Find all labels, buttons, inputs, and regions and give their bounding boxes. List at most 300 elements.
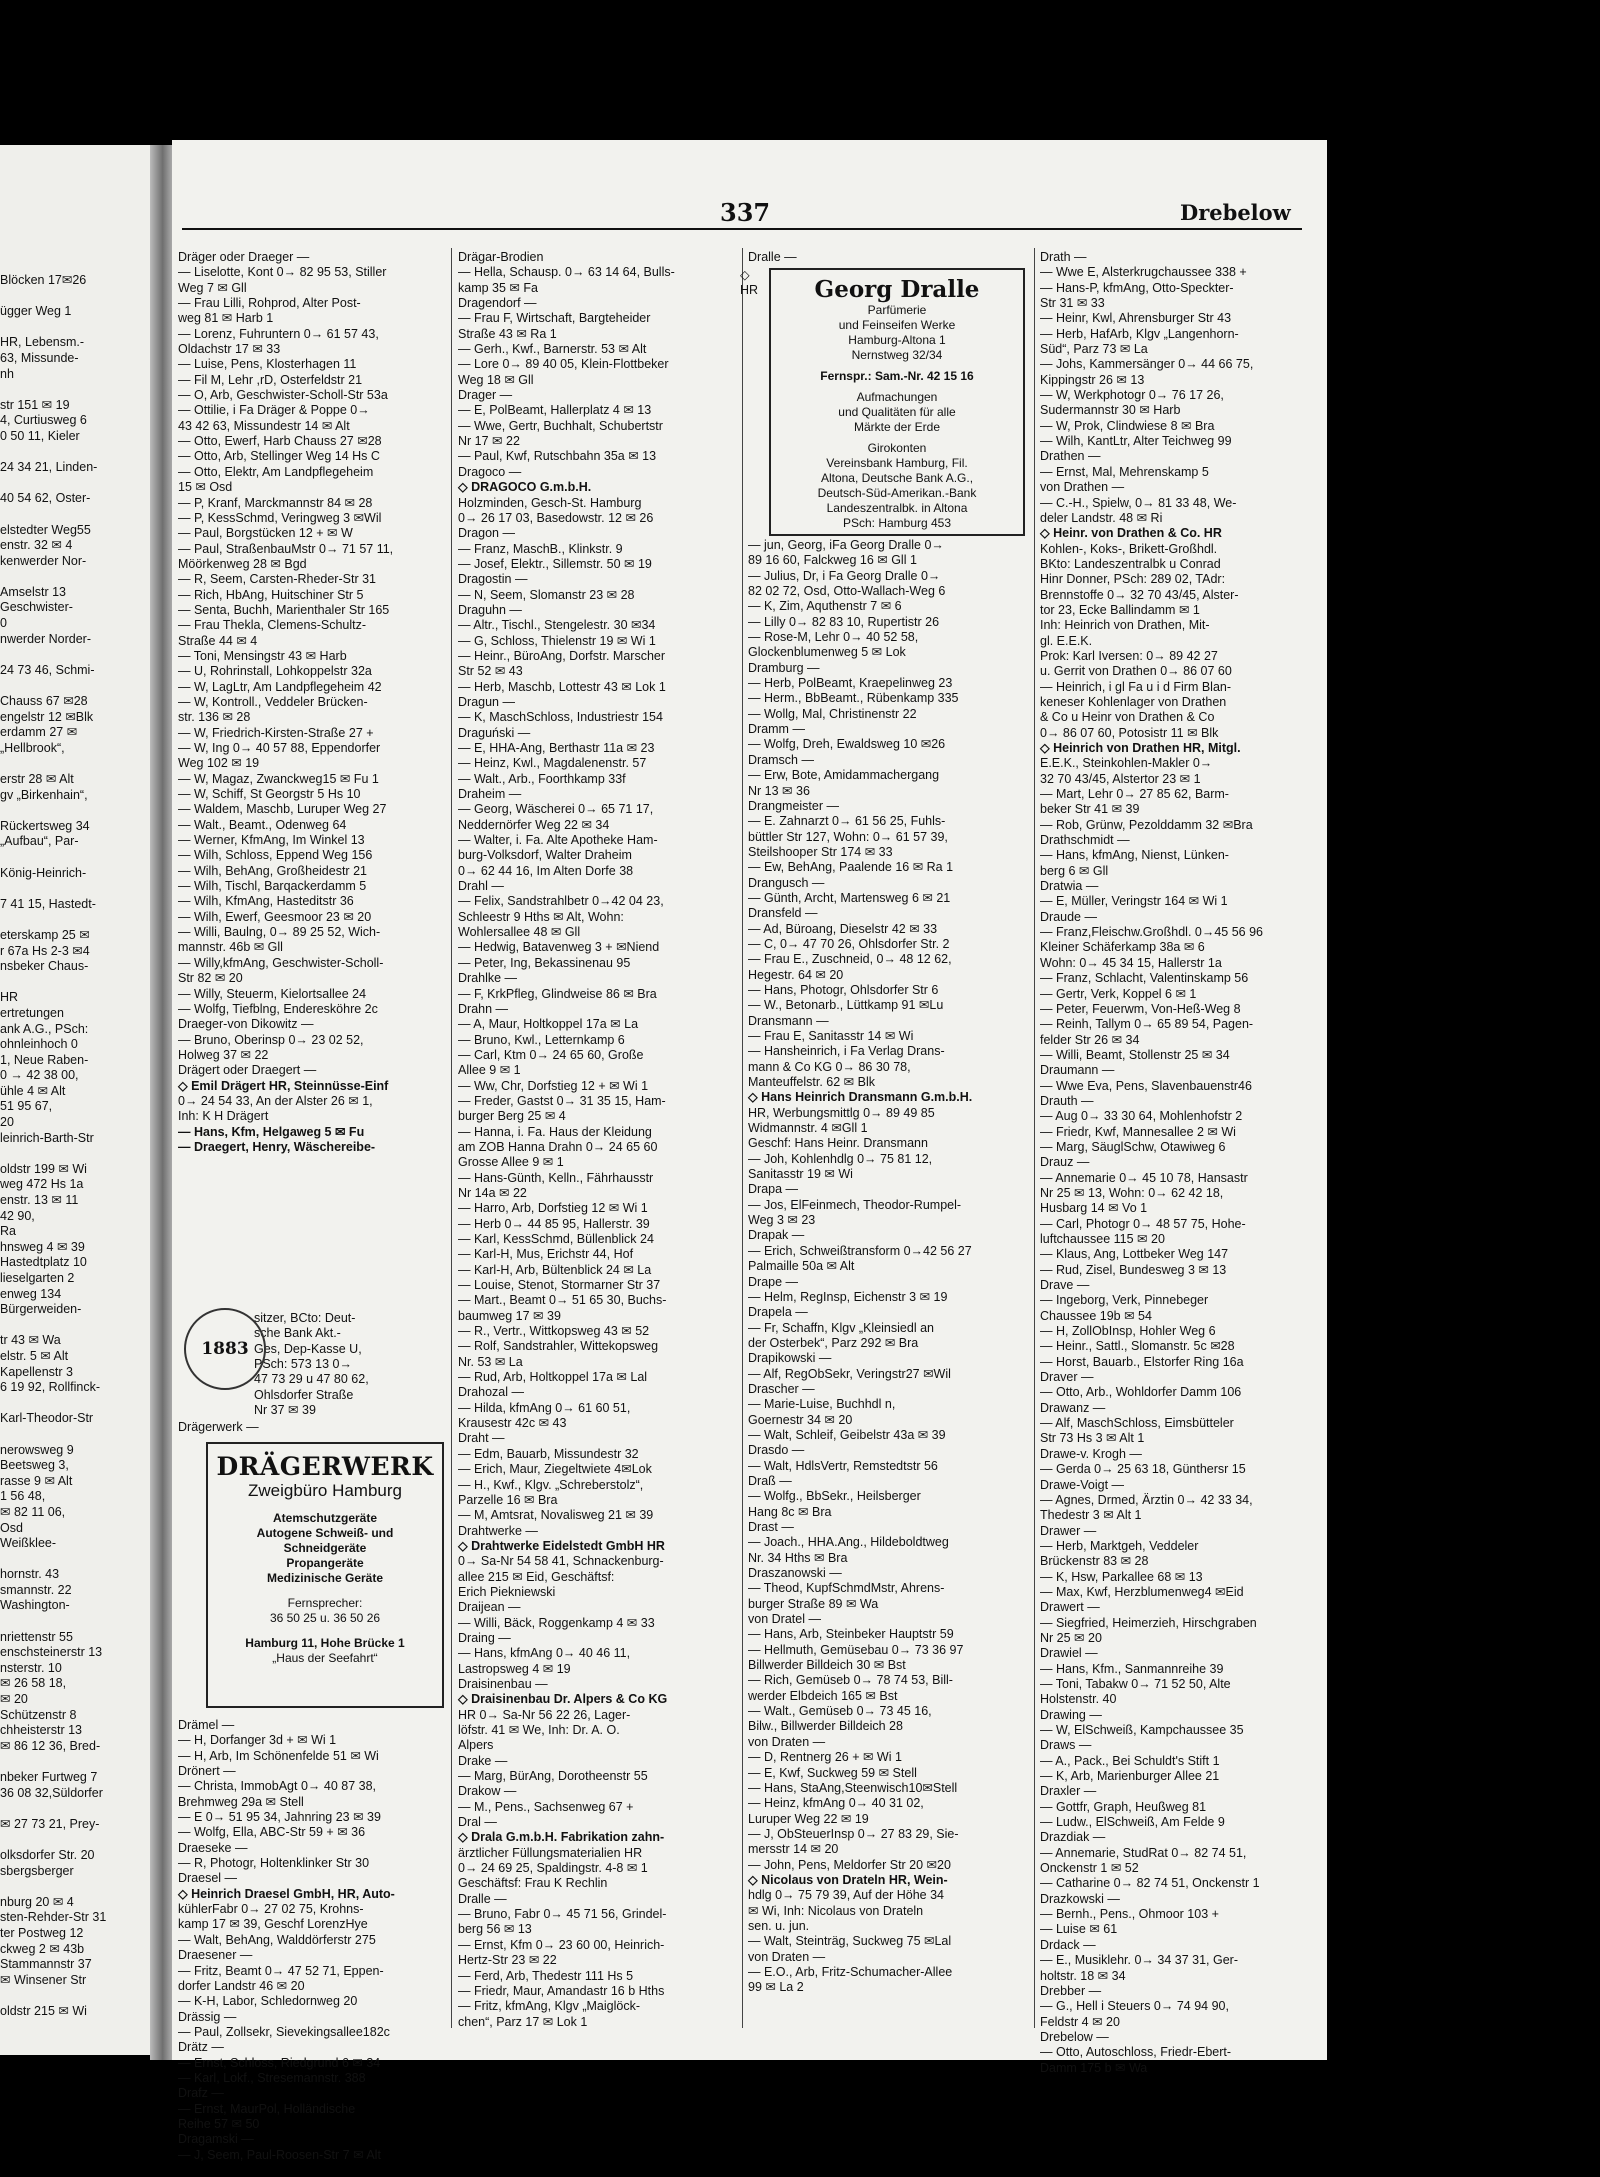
directory-entry-line: — W, Magaz, Zwanckweg15 ✉ Fu 1 (178, 771, 379, 786)
directory-entry-line: — Hans, kfmAng, Nienst, Lünken- (1040, 848, 1229, 863)
prev-page-line (0, 445, 162, 461)
directory-entry-line: — Bernh., Pens., Ohmoor 103 + (1040, 1907, 1219, 1922)
directory-entry-line: deler Landstr. 48 ✉ Ri (1040, 510, 1163, 525)
directory-entry-line: — Theod, KupfSchmdMstr, Ahrens- (748, 1581, 945, 1596)
directory-entry-line: — Hanna, i. Fa. Haus der Kleidung (458, 1124, 652, 1139)
directory-entry-line: Inh: K H Drägert (178, 1109, 269, 1124)
prev-page-line (0, 1832, 162, 1848)
prev-page-line: sbergsberger (0, 1863, 74, 1878)
directory-entry-line: — C, 0→ 47 70 26, Ohlsdorfer Str. 2 (748, 936, 950, 951)
directory-entry-line: — Frau Lilli, Rohprod, Alter Post- (178, 296, 361, 311)
directory-entry-line: Drathen — (1040, 449, 1101, 464)
directory-entry-line: Draesener — (178, 1948, 253, 1963)
directory-entry-line: ◇ Drahtwerke Eidelstedt GmbH HR (458, 1538, 665, 1553)
directory-entry-line: — Fr, Schaffn, Klgv „Kleinsiedl an (748, 1320, 934, 1335)
directory-entry-line: Alpers (458, 1738, 494, 1753)
directory-entry-line: — G., Hell i Steuers 0→ 74 94 90, (1040, 1999, 1229, 2014)
directory-entry-line: Nr 13 ✉ 36 (748, 783, 810, 798)
directory-entry-line: 0→ 62 44 16, Im Alten Dorfe 38 (458, 863, 634, 878)
column-1-top (178, 250, 444, 1310)
directory-entry-line: Ohlsdorfer Straße (254, 1387, 354, 1402)
directory-entry-line: Kippingstr 26 ✉ 13 (1040, 372, 1145, 387)
directory-entry-line: Drake — (458, 1753, 508, 1768)
prev-page-line: 6 19 92, Rollfinck- (0, 1380, 101, 1395)
directory-entry-line: Drätz — (178, 2040, 224, 2055)
directory-entry-line: mersstr 14 ✉ 20 (748, 1842, 839, 1857)
directory-entry-line: Dransmann — (748, 1013, 829, 1028)
directory-entry-line: — Waldem, Maschb, Luruper Weg 27 (178, 802, 387, 817)
page-header (172, 198, 1291, 240)
directory-entry-line: Drangmeister — (748, 798, 839, 813)
directory-entry-line: — Wolfg, Ella, ABC-Str 59 + ✉ 36 (178, 1825, 366, 1840)
directory-entry-line: — Joh, Kohlenhdlg 0→ 75 81 12, (748, 1151, 933, 1166)
prev-page-line (0, 678, 162, 694)
directory-entry-line: werder Elbdeich 165 ✉ Bst (748, 1688, 898, 1703)
directory-entry-line: Draxler — (1040, 1784, 1097, 1799)
directory-entry-line: Draws — (1040, 1738, 1092, 1753)
directory-entry-line: PSch: 573 13 0→ (254, 1357, 352, 1372)
prev-page-line: ✉ 86 12 36, Bred- (0, 1738, 101, 1753)
directory-entry-line: Draguhn — (458, 602, 522, 617)
directory-entry-line: — Gerh., Kwf., Barnerstr. 53 ✉ Alt (458, 342, 647, 357)
prev-page-line: ✉ Winsener Str (0, 1972, 87, 1987)
prev-page-line: nerowsweg 9 (0, 1442, 74, 1457)
directory-entry-line: Drahl — (458, 879, 504, 894)
prev-page-line: 7 41 15, Hastedt- (0, 896, 96, 911)
directory-entry-line: am ZOB Hanna Drahn 0→ 24 65 60 (458, 1139, 658, 1154)
directory-entry-line: — Frau E., Zuschneid, 0→ 48 12 62, (748, 952, 952, 967)
directory-entry-line: — Bruno, Oberinsp 0→ 23 02 52, (178, 1032, 364, 1047)
directory-page (172, 140, 1327, 2162)
directory-entry-line: Dransfeld — (748, 906, 818, 921)
directory-entry-line: Widmannstr. 4 ✉Gll 1 (748, 1121, 868, 1136)
prev-page-line: nbeker Furtweg 7 (0, 1770, 98, 1784)
prev-page-line: ühle 4 ✉ Alt (0, 1083, 66, 1098)
directory-entry-line: — Wolfg, Dreh, Ewaldsweg 10 ✉26 (748, 737, 946, 752)
dralle-ad-side-mark (740, 268, 770, 308)
directory-entry-line: — Bruno, Kwl., Letternkamp 6 (458, 1032, 625, 1047)
directory-entry-line: — Louise, Stenot, Stormarner Str 37 (458, 1278, 661, 1293)
directory-entry-line: — Günth, Archt, Martensweg 6 ✉ 21 (748, 890, 951, 905)
directory-entry-line: — F, KrkPfleg, Glindweise 86 ✉ Bra (458, 986, 657, 1001)
directory-entry-line: der Osterbek“, Parz 292 ✉ Bra (748, 1335, 919, 1350)
prev-page-line: enschsteinerstr 13 (0, 1645, 103, 1660)
directory-entry-line: — Wilh, Tischl, Barqackerdamm 5 (178, 879, 367, 894)
directory-entry-line: — C.-H., Spielw, 0→ 81 33 48, We- (1040, 495, 1237, 510)
directory-entry-line: Hang 8c ✉ Bra (748, 1504, 832, 1519)
directory-entry-line: — Hans, StaAng,Steenwisch10✉Stell (748, 1780, 958, 1795)
directory-entry-line: — W, LagLtr, Am Landpflegeheim 42 (178, 679, 382, 694)
prev-page-line: enweg 134 (0, 1286, 62, 1301)
directory-entry-line: Sanitasstr 19 ✉ Wi (748, 1167, 853, 1182)
prev-page-line: ügger Weg 1 (0, 304, 72, 319)
directory-entry-line: — Hansheinrich, i Fa Verlag Drans- (748, 1044, 945, 1059)
directory-entry-line: — Annemarie, StudRat 0→ 82 74 51, (1040, 1845, 1247, 1860)
directory-entry-line: 89 16 60, Falckweg 16 ✉ Gll 1 (748, 553, 917, 568)
directory-entry-line: Drebber — (1040, 1983, 1102, 1998)
directory-entry-line: — O, Arb, Geschwister-Scholl-Str 53a (178, 388, 388, 403)
seal-year: 1883 (201, 1339, 249, 1359)
prev-page-line: rasse 9 ✉ Alt (0, 1473, 73, 1488)
ad-line: PSch: Hamburg 453 (842, 516, 952, 530)
directory-entry-line: Drahtwerke — (458, 1523, 538, 1538)
prev-page-line: ohnleinhoch 0 (0, 1037, 78, 1052)
page-number: 337 (720, 198, 771, 227)
directory-entry-line: — Willi, Beamt, Stollenstr 25 ✉ 34 (1040, 1047, 1230, 1062)
directory-entry-line: — K, Zim, Aquthenstr 7 ✉ 6 (748, 599, 902, 614)
column-divider-1 (451, 248, 452, 2028)
prev-page-line: sten-Rehder-Str 31 (0, 1910, 107, 1925)
directory-entry-line: — Karl, Lokf., Stresemannstr. 388 (178, 2070, 366, 2085)
directory-entry-line: tor 23, Ecke Ballindamm ✉ 1 (1040, 602, 1200, 617)
prev-page-line: HR (0, 990, 19, 1005)
directory-entry-line: — Rich, Gemüseb 0→ 78 74 53, Bill- (748, 1673, 953, 1688)
georg-dralle-advertisement (769, 268, 1025, 536)
directory-entry-line: Chaussee 19b ✉ 54 (1040, 1308, 1152, 1323)
directory-entry-line: Luruper Weg 22 ✉ 19 (748, 1811, 869, 1826)
directory-entry-line: beker Str 41 ✉ 39 (1040, 802, 1140, 817)
directory-entry-line: — Walt., Beamt., Odenweg 64 (178, 817, 347, 832)
prev-page-line (0, 1879, 162, 1895)
directory-entry-line: — W, Friedrich-Kirsten-Straße 27 + (178, 725, 374, 740)
prev-page-line: nsbeker Chaus- (0, 959, 89, 974)
directory-entry-line: — Horst, Bauarb., Elstorfer Ring 16a (1040, 1354, 1244, 1369)
directory-entry-line: Drässig — (178, 2009, 237, 2024)
directory-entry-line: Manteuffelstr. 62 ✉ Blk (748, 1075, 875, 1090)
directory-entry-line: Drawe-Voigt — (1040, 1477, 1125, 1492)
directory-entry-line: — Willy, Steuerm, Kielortsallee 24 (178, 986, 367, 1001)
directory-entry-line: 99 ✉ La 2 (748, 1980, 804, 1995)
prev-page-line: hornstr. 43 (0, 1567, 60, 1582)
ad-dralle-phone: Fernspr.: Sam.-Nr. 42 15 16 (820, 369, 974, 383)
prev-page-line (0, 912, 162, 928)
directory-entry-line: mann & Co KG 0→ 86 30 78, (748, 1059, 911, 1074)
ad-line: Aufmachungen (856, 390, 938, 404)
prev-page-line: ter Postweg 12 (0, 1925, 84, 1940)
directory-entry-line: — Otto, Ewerf, Harb Chauss 27 ✉28 (178, 434, 382, 449)
directory-entry-line: — Frau Thekla, Clemens-Schultz- (178, 618, 367, 633)
directory-entry-line: — Willi, Baulng, 0→ 89 25 52, Wich- (178, 925, 381, 940)
directory-entry-line: Hegestr. 64 ✉ 20 (748, 967, 844, 982)
directory-entry-line: — Ingeborg, Verk, Pinnebeger (1040, 1293, 1209, 1308)
directory-entry-line: — Gerda 0→ 25 63 18, Günthersr 15 (1040, 1462, 1246, 1477)
directory-entry-line: ◇ Draisinenbau Dr. Alpers & Co KG (458, 1692, 668, 1707)
directory-entry-line: — Wwe E, Alsterkrugchaussee 338 + (1040, 265, 1247, 280)
directory-entry-line: holtstr. 18 ✉ 34 (1040, 1968, 1126, 1983)
directory-entry-line: Drahlke — (458, 971, 518, 986)
directory-entry-line: — Walt., Arb., Foorthkamp 33f (458, 771, 626, 786)
directory-entry-line: Drawert — (1040, 1600, 1100, 1615)
directory-entry-line: — Hans-P, kfmAng, Otto-Speckter- (1040, 280, 1234, 295)
ad-line: Schneidgeräte (283, 1541, 367, 1555)
prev-page-line: engelstr 12 ✉Blk (0, 709, 94, 724)
directory-entry-line: — Fritz, kfmAng, Klgv „Maiglöck- (458, 1999, 640, 2014)
prev-page-line: erdamm 27 ✉ (0, 725, 78, 740)
prev-page-line: 4, Curtiusweg 6 (0, 413, 87, 428)
directory-entry-line: Holweg 37 ✉ 22 (178, 1047, 269, 1062)
directory-entry-line: Feldstr 4 ✉ 20 (1040, 2014, 1120, 2029)
directory-entry-line: — Wilh, Ewerf, Geesmoor 23 ✉ 20 (178, 909, 372, 924)
column-2 (458, 250, 738, 2035)
directory-entry-line: ◇ DRAGOCO G.m.b.H. (458, 480, 592, 495)
directory-entry-line: Drawanz — (1040, 1400, 1106, 1415)
directory-entry-line: sitzer, BCto: Deut- (254, 1311, 356, 1325)
ad-line: Landeszentralbk. in Altona (826, 501, 968, 515)
directory-entry-line: von Drathen — (1040, 480, 1125, 495)
directory-entry-line: 32 70 43/45, Alstertor 23 ✉ 1 (1040, 771, 1201, 786)
directory-entry-line: burger Berg 25 ✉ 4 (458, 1109, 566, 1124)
directory-entry-line: — P, Kranf, Marckmannstr 84 ✉ 28 (178, 495, 373, 510)
directory-entry-line: — A., Pack., Bei Schuldt's Stift 1 (1040, 1753, 1220, 1768)
directory-entry-line: — Mart, Lehr 0→ 27 85 62, Barm- (1040, 787, 1229, 802)
directory-entry-line: Draing — (458, 1630, 511, 1645)
directory-entry-line: ◇ Hans Heinrich Dransmann G.m.b.H. (748, 1090, 973, 1105)
prev-page-line: Kapellenstr 3 (0, 1364, 73, 1379)
directory-entry-line: Weg 7 ✉ Gll (178, 280, 247, 295)
directory-entry-line: Draesel — (178, 1871, 238, 1886)
directory-entry-line: — W, Prok, Clindwiese 8 ✉ Bra (1040, 418, 1215, 433)
directory-entry-line: — Karl, KessSchmd, Büllenblick 24 (458, 1232, 654, 1246)
prev-page-line: ertretungen (0, 1005, 64, 1020)
directory-entry-line: Draguński — (458, 725, 531, 740)
directory-entry-line: u. Gerrit von Drathen 0→ 86 07 60 (1040, 664, 1232, 679)
prev-page-line (0, 1552, 162, 1568)
directory-entry-line: — Walt, Steinträg, Suckweg 75 ✉Lal (748, 1934, 952, 1949)
ad-line: Nernstweg 32/34 (851, 348, 943, 362)
prev-page-line: „Hellbrook“, (0, 740, 65, 755)
directory-entry-line: Nr. 53 ✉ La (458, 1354, 523, 1369)
prev-page-line: Blöcken 17✉26 (0, 273, 87, 287)
directory-entry-line: 15 ✉ Osd (178, 480, 233, 495)
directory-entry-line: Dragendorf — (458, 296, 537, 311)
prev-page-line: Geschwister- (0, 600, 73, 615)
ad-draeger-address-2: „Haus der Seefahrt“ (272, 1651, 378, 1665)
prev-page-line: weg 472 Hs 1a (0, 1177, 84, 1192)
directory-entry-line: — Wolfg, Tiefblng, Enderesköhre 2c (178, 1001, 378, 1016)
directory-entry-line: ◇ Drala G.m.b.H. Fabrikation zahn- (458, 1830, 665, 1845)
prev-page-line (0, 289, 162, 305)
directory-entry-line: berg 6 ✉ Gll (1040, 863, 1109, 878)
directory-entry-line: hdlg 0→ 75 79 39, Auf der Höhe 34 (748, 1888, 944, 1903)
directory-entry-line: — Fritz, Beamt 0→ 47 52 71, Eppen- (178, 1963, 384, 1978)
header-rule (182, 228, 1302, 230)
directory-entry-line: — Wwe Eva, Pens, Slavenbauenstr46 (1040, 1078, 1252, 1093)
directory-entry-line: — Agnes, Drmed, Ärztin 0→ 42 33 34, (1040, 1492, 1253, 1507)
directory-entry-line: Glockenblumenweg 5 ✉ Lok (748, 645, 906, 660)
prev-page-line: Rückertsweg 34 (0, 818, 90, 833)
directory-entry-line: — M., Pens., Sachsenweg 67 + (458, 1799, 634, 1814)
directory-entry-line: — W., Betonarb., Lüttkamp 91 ✉Lu (748, 998, 944, 1013)
directory-entry-line: — Ww, Chr, Dorfstieg 12 + ✉ Wi 1 (458, 1078, 649, 1093)
ad-draeger-tel-label: Fernsprecher: (287, 1596, 363, 1610)
directory-entry-line: — Franz, MaschB., Klinkstr. 9 (458, 541, 623, 556)
dralle-side-label: ◇ HR (740, 268, 759, 298)
ad-dralle-title: Georg Dralle (814, 276, 980, 303)
directory-entry-line: kamp 35 ✉ Fa (458, 280, 538, 295)
ad-line: Girokonten (867, 441, 927, 455)
directory-entry-line: Ges, Dep-Kasse U, (254, 1341, 362, 1356)
ad-draeger-tel: 36 50 25 u. 36 50 26 (269, 1611, 381, 1625)
directory-entry-line: — Otto, Elektr, Am Landpflegeheim (178, 464, 374, 479)
directory-entry-line: Dragamski — (178, 2132, 254, 2147)
prev-page-line: 40 54 62, Oster- (0, 491, 91, 506)
ad-line: und Feinseifen Werke (838, 318, 956, 332)
directory-entry-line: — R., Vertr., Wittkopsweg 43 ✉ 52 (458, 1324, 650, 1339)
directory-entry-line: Dramsch — (748, 752, 814, 767)
directory-entry-line: von Draten — (748, 1949, 826, 1964)
directory-entry-line: Str 52 ✉ 43 (458, 664, 523, 679)
previous-page-edge (0, 145, 162, 2055)
directory-entry-line: Allee 9 ✉ 1 (458, 1063, 521, 1078)
directory-entry-line: — Wollg, Mal, Christinenstr 22 (748, 706, 917, 721)
directory-entry-line: — M, Amtsrat, Novalisweg 21 ✉ 39 (458, 1508, 654, 1523)
directory-entry-line: Draumann — (1040, 1063, 1115, 1078)
ad-line: Altona, Deutsche Bank A.G., (820, 471, 974, 485)
prev-page-line (0, 382, 162, 398)
directory-entry-line: Drast — (748, 1520, 794, 1534)
directory-entry-line: ◇ Heinrich Draesel GmbH, HR, Auto- (178, 1886, 395, 1901)
directory-entry-line: burg-Volksdorf, Walter Draheim (458, 848, 632, 863)
directory-entry-line: — E, Kwf, Suckweg 59 ✉ Stell (748, 1765, 917, 1780)
directory-entry-line: — Ferd, Arb, Thedestr 111 Hs 5 (458, 1968, 634, 1983)
directory-entry-line: Dramm — (748, 722, 805, 737)
directory-entry-line: — Heinr., BüroAng, Dorfstr. Marscher (458, 648, 666, 663)
directory-entry-line: — Erw, Bote, Amidammachergang (748, 768, 940, 783)
directory-entry-line: Str 31 ✉ 33 (1040, 296, 1105, 311)
directory-entry-line: chen“, Parz 17 ✉ Lok 1 (458, 2014, 588, 2029)
directory-entry-line: — Reinh, Tallym 0→ 65 89 54, Pagen- (1040, 1017, 1254, 1032)
directory-entry-line: Weg 102 ✉ 19 (178, 756, 260, 771)
directory-entry-line: — Lore 0→ 89 40 05, Klein-Flottbeker (458, 357, 669, 372)
directory-entry-line: Drauz — (1040, 1155, 1090, 1170)
directory-entry-line: — R, Photogr, Holtenklinker Str 30 (178, 1856, 370, 1871)
directory-entry-line: — K, Arb, Marienburger Allee 21 (1040, 1769, 1220, 1784)
prev-page-line: lieselgarten 2 (0, 1271, 75, 1285)
directory-entry-line: Draß — (748, 1473, 792, 1488)
prev-page-line (0, 803, 162, 819)
directory-entry-line: Wohlersallee 48 ✉ Gll (458, 925, 581, 940)
directory-entry-line: ✉ Wi, Inh: Nicolaus von Drateln (748, 1903, 924, 1918)
directory-entry-line: 0→ 86 07 60, Potosistr 11 ✉ Blk (1040, 725, 1219, 740)
directory-entry-line: — H., Kwf., Klgv. „Schreberstolz“, (458, 1477, 644, 1492)
directory-entry-line: Steilshooper Str 174 ✉ 33 (748, 844, 893, 859)
prev-page-line: kenwerder Nor- (0, 553, 87, 568)
column-3 (748, 538, 1030, 2033)
directory-entry-line: — Herb, PolBeamt, Kraepelinweg 23 (748, 676, 953, 691)
prev-page-line: 51 95 67, (0, 1099, 53, 1114)
directory-entry-line: Reihe 57 ✉ 50 (178, 2116, 260, 2131)
directory-entry-line: — Toni, Tabakw 0→ 71 52 50, Alte (1040, 1676, 1231, 1691)
directory-entry-line: Brennstoffe 0→ 32 70 43/45, Alster- (1040, 587, 1239, 602)
directory-entry-line: Drath — (1040, 250, 1087, 264)
directory-entry-line: — E. Zahnarzt 0→ 61 56 25, Fuhls- (748, 814, 946, 829)
directory-entry-line: Drascher — (748, 1381, 815, 1396)
directory-entry-line: — Erich, Schweißtransform 0→42 56 27 (748, 1243, 972, 1258)
directory-entry-line: Brückenstr 83 ✉ 28 (1040, 1554, 1149, 1569)
prev-page-line: nriettenstr 55 (0, 1629, 73, 1644)
prev-page-line: Chauss 67 ✉28 (0, 694, 88, 709)
directory-entry-line: Hertz-Str 23 ✉ 22 (458, 1953, 557, 1968)
directory-entry-line: Billwerder Billdeich 30 ✉ Bst (748, 1658, 906, 1673)
directory-entry-line: Kohlen-, Koks-, Brikett-Großhdl. (1040, 541, 1218, 556)
directory-entry-line: 0→ Sa-Nr 54 58 41, Schnackenburg- (458, 1554, 664, 1569)
directory-entry-line: Erich Piekniewski (458, 1584, 556, 1599)
directory-entry-line: — Heinr, Kwl, Ahrensburger Str 43 (1040, 311, 1232, 326)
directory-entry-line: — Heinz, Kwl., Magdalenenstr. 57 (458, 756, 647, 771)
directory-entry-line: — Ernst, Mal, Mehrenskamp 5 (1040, 464, 1209, 479)
directory-entry-line: kühlerFabr 0→ 27 02 75, Krohns- (178, 1902, 364, 1917)
directory-entry-line: — E, PolBeamt, Hallerplatz 4 ✉ 13 (458, 403, 652, 418)
directory-entry-line: — Gottfr, Graph, Heußweg 81 (1040, 1799, 1207, 1814)
directory-entry-line: — Paul, Zollsekr, Sievekingsallee182c (178, 2024, 390, 2039)
directory-entry-line: — W, Ing 0→ 40 57 88, Eppendorfer (178, 741, 381, 755)
directory-entry-line: Bilw., Billwerder Billdeich 28 (748, 1719, 903, 1734)
directory-entry-line: — Rich, HbAng, Huitschiner Str 5 (178, 587, 364, 602)
prev-page-line: elstr. 5 ✉ Alt (0, 1348, 69, 1363)
directory-entry-line: — Hilda, kfmAng 0→ 61 60 51, (458, 1400, 631, 1415)
directory-entry-line: — Franz,Fleischw.Großhdl. 0→45 56 96 (1040, 925, 1264, 940)
directory-entry-line: — Helm, RegInsp, Eichenstr 3 ✉ 19 (748, 1289, 948, 1304)
draegerwerk-advertisement (206, 1442, 444, 1708)
directory-entry-line: — J, Seem, Paul-Roosen-Str 7 ✉ Alt (178, 2147, 381, 2162)
directory-entry-line: — Friedr, Maur, Amandastr 16 b Hths (458, 1983, 665, 1998)
directory-entry-line: Drafz — (178, 2086, 224, 2101)
directory-entry-line: — Hella, Schausp. 0→ 63 14 64, Bulls- (458, 265, 675, 280)
directory-entry-line: — Hans, kfmAng 0→ 40 46 11, (458, 1646, 631, 1661)
ad-line: und Qualitäten für alle (838, 405, 956, 419)
directory-entry-line: Drapela — (748, 1305, 808, 1320)
directory-entry-line: — Alf, RegObSekr, Veringstr27 ✉Wil (748, 1366, 951, 1381)
directory-entry-line: — Georg, Wäscherei 0→ 65 71 17, (458, 802, 654, 817)
prev-page-line: hnsweg 4 ✉ 39 (0, 1239, 85, 1254)
directory-entry-line: Palmaille 50a ✉ Alt (748, 1259, 855, 1274)
directory-entry-line: kamp 17 ✉ 39, Geschf LorenzHye (178, 1917, 368, 1932)
directory-entry-line: — Luise, Pens, Klosterhagen 11 (178, 357, 357, 372)
directory-entry-line: weg 81 ✉ Harb 1 (178, 311, 274, 326)
previous-page-text (0, 145, 162, 2020)
directory-entry-line: Drapak — (748, 1228, 805, 1243)
running-head: Drebelow (1180, 200, 1291, 225)
prev-page-line: 0 (0, 616, 7, 631)
directory-entry-line: — Ad, Büroang, Dieselstr 42 ✉ 33 (748, 921, 938, 936)
prev-page-line: 1 56 48, (0, 1489, 46, 1504)
directory-entry-line: — Walt, HdlsVertr, Remstedtstr 56 (748, 1458, 938, 1473)
directory-entry-line: 0→ 26 17 03, Basedowstr. 12 ✉ 26 (458, 510, 654, 525)
directory-entry-line: — Rob, Grünw, Pezolddamm 32 ✉Bra (1040, 817, 1253, 832)
directory-entry-line: Drägar-Brodien (458, 250, 544, 264)
prev-page-line: Weißklee- (0, 1536, 57, 1551)
directory-entry-line: burger Straße 89 ✉ Wa (748, 1596, 879, 1611)
ad-line: Parfümerie (867, 303, 927, 317)
directory-entry-line: Draijean — (458, 1600, 521, 1615)
directory-entry-line: Dralle — (458, 1891, 507, 1906)
directory-entry-line: — Otto, Arb, Stellinger Weg 14 Hs C (178, 449, 380, 464)
directory-entry-line: Str 73 Hs 3 ✉ Alt 1 (1040, 1431, 1145, 1446)
directory-entry-line: — Walt, BehAng, Walddörferstr 275 (178, 1932, 376, 1947)
directory-entry-line: 0→ 24 69 25, Spaldingstr. 4-8 ✉ 1 (458, 1861, 648, 1876)
column-4 (1040, 250, 1324, 2075)
directory-entry-line: 82 02 72, Osd, Otto-Wallach-Weg 6 (748, 584, 946, 599)
prev-page-line: smannstr. 22 (0, 1582, 72, 1597)
prev-page-line: Beetsweg 3, (0, 1458, 69, 1473)
directory-entry-line: Dratwia — (1040, 879, 1099, 894)
prev-page-line: olksdorfer Str. 20 (0, 1847, 95, 1862)
directory-entry-line: Drapikowski — (748, 1351, 832, 1366)
directory-entry-line: — Draegert, Henry, Wäschereibe- (178, 1139, 376, 1154)
directory-entry-line: — Joach., HHA.Ang., Hildeboldtweg (748, 1535, 949, 1550)
prev-page-line: nh (0, 366, 14, 381)
directory-entry-line: Thedestr 3 ✉ Alt 1 (1040, 1508, 1142, 1523)
